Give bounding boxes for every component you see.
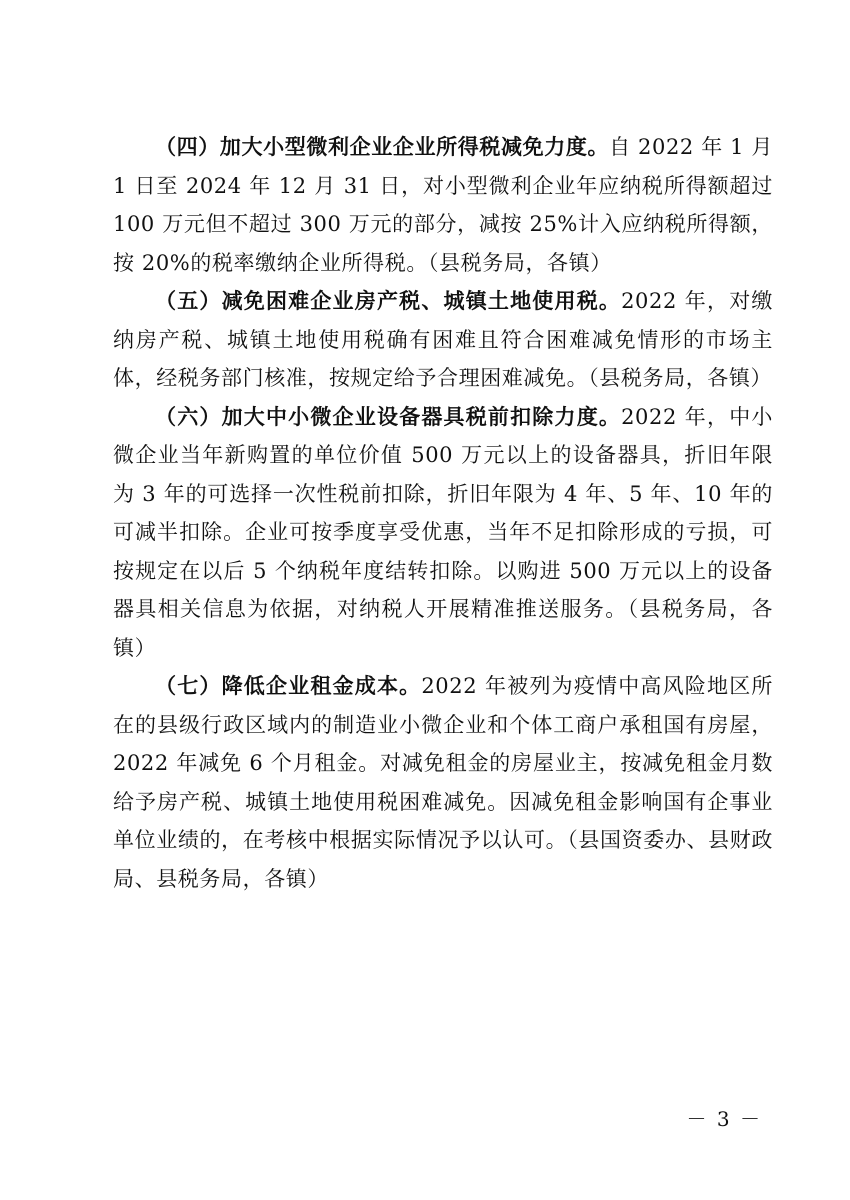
paragraph-six [113,398,773,668]
paragraph-seven-heading: （七）降低企业租金成本。 [155,673,422,698]
paragraph-seven [113,667,773,898]
paragraph-five-heading: （五）减免困难企业房产税、城镇土地使用税。 [155,288,622,313]
paragraph-five-text: 2022 年，对缴纳房产税、城镇土地使用税确有困难且符合困难减免情形的市场主体，经税务部门核准，按规定给予合理困难减免。（县税务局，各镇） [113,289,773,390]
paragraph-five [113,282,773,398]
paragraph-four [113,128,773,282]
page-number: － 3 － [686,1107,762,1131]
paragraph-four-heading: （四）加大小型微利企业企业所得税减免力度。 [155,134,610,159]
paragraph-seven-text: 2022 年被列为疫情中高风险地区所在的县级行政区域内的制造业小微企业和个体工商户承租国有房屋，2022 年减免 6 个月租金。对减免租金的房屋业主，按减免租金月数给予房产税、城镇土地使用税困难减免。因减免租金影响国有企事业单位业绩的，在考核中根据实际情况予以认可。（县国资委办、县财政局、县税务局，各镇） [113,674,773,891]
paragraph-six-text: 2022 年，中小微企业当年新购置的单位价值 500 万元以上的设备器具，折旧年限为 3 年的可选择一次性税前扣除，折旧年限为 4 年、5 年、10 年的可减半扣除。企业可按季度享受优惠，当年不足扣除形成的亏损，可按规定在以后 5 个纳税年度结转扣除。以购进 500 万元以上的设备器具相关信息为依据，对纳税人开展精准推送服务。（县税务局，各镇） [113,404,773,660]
document-body [113,128,773,898]
paragraph-four-text: 自 2022 年 1 月 1 日至 2024 年 12 月 31 日，对小型微利企业年应纳税所得额超过 100 万元但不超过 300 万元的部分，减按 25%计入应纳税所得额，按 20%的税率缴纳企业所得税。（县税务局，各镇） [113,135,773,275]
paragraph-six-heading: （六）加大中小微企业设备器具税前扣除力度。 [155,403,622,429]
